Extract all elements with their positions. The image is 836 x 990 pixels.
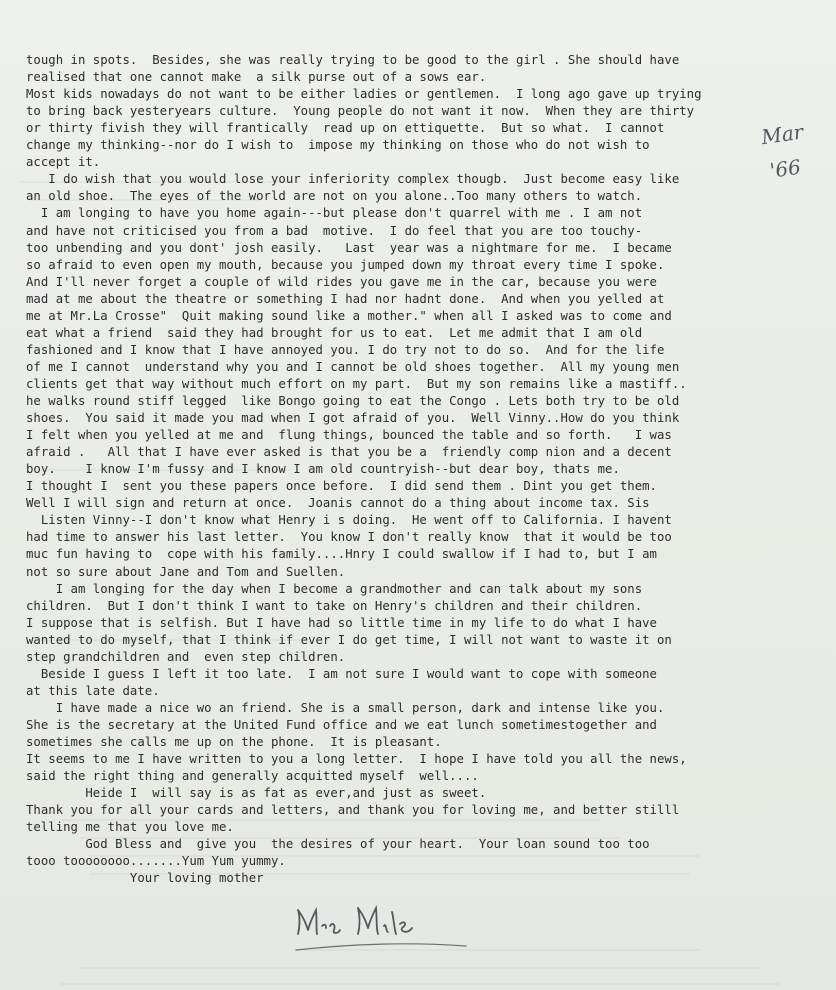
letter-line: Most kids nowadays do not want to be either ladies or gentlemen. I long ago gave up trying bbox=[26, 87, 702, 102]
letter-line: Heide I will say is as fat as ever,and just as sweet. bbox=[26, 786, 487, 801]
letter-line: children. But I don't think I want to take on Henry's children and their children. bbox=[26, 598, 643, 613]
letter-line: Beside I guess I left it too late. I am not sure I would want to cope with someone bbox=[26, 666, 657, 681]
letter-line: wanted to do myself, that I think if ever I do get time, I will not want to waste it on bbox=[26, 632, 672, 647]
letter-line: mad at me about the theatre or something I had nor hadnt done. And when you yelled at bbox=[26, 291, 665, 306]
letter-line: of me I cannot understand why you and I cannot be old shoes together. All my young men bbox=[26, 359, 680, 374]
letter-line: And I'll never forget a couple of wild rides you gave me in the car, because you were bbox=[26, 274, 657, 289]
letter-line: boy. I know I'm fussy and I know I am old countryish--but dear boy, thats me. bbox=[26, 462, 620, 477]
letter-line: God Bless and give you the desires of your heart. Your loan sound too too bbox=[26, 837, 650, 852]
letter-line: said the right thing and generally acquitted myself well.... bbox=[26, 769, 479, 784]
letter-line: clients get that way without much effort on my part. But my son remains like a mastiff.. bbox=[26, 376, 687, 391]
letter-line: muc fun having to cope with his family....Hnry I could swallow if I had to, but I am bbox=[26, 547, 657, 562]
letter-line: I am longing for the day when I become a grandmother and can talk about my sons bbox=[26, 581, 643, 596]
letter-line: I thought I sent you these papers once before. I did send them . Dint you get them. bbox=[26, 479, 657, 494]
letter-line: sometimes she calls me up on the phone. It is pleasant. bbox=[26, 735, 442, 749]
letter-line: at this late date. bbox=[26, 683, 160, 698]
letter-line: Your loving mother bbox=[26, 871, 264, 886]
margin-note-year: '66 bbox=[768, 154, 803, 183]
letter-line: change my thinking--nor do I wish to impose my thinking on those who do not wish to bbox=[26, 138, 650, 153]
letter-line: shoes. You said it made you mad when I got afraid of you. Well Vinny..How do you think bbox=[26, 411, 680, 426]
letter-line: Listen Vinny--I don't know what Henry i s doing. He went off to California. I havent bbox=[26, 513, 672, 528]
letter-line: had time to answer his last letter. You know I don't really know that it would be too bbox=[26, 530, 672, 545]
letter-line: too unbending and you dont' josh easily. Last year was a nightmare for me. I became bbox=[26, 240, 672, 255]
letter-line: or thirty fivish they will frantically read up on ettiquette. But so what. I cannot bbox=[26, 121, 665, 136]
letter-line: step grandchildren and even step children. bbox=[26, 649, 346, 664]
letter-line: not so sure about Jane and Tom and Suellen. bbox=[26, 564, 346, 579]
letter-line: afraid . All that I have ever asked is that you be a friendly comp nion and a decent bbox=[26, 445, 672, 460]
letter-line: She is the secretary at the United Fund office and we eat lunch sometimestogether and bbox=[26, 717, 657, 732]
letter-line: and have not criticised you from a bad motive. I do feel that you are too touchy- bbox=[26, 223, 643, 238]
letter-line: Well I will sign and return at once. Joanis cannot do a thing about income tax. Sis bbox=[26, 496, 650, 511]
handwritten-date-note bbox=[758, 120, 818, 190]
margin-note-month: Mar bbox=[759, 120, 805, 150]
letter-line: I do wish that you would lose your inferiority complex thougb. Just become easy like bbox=[26, 172, 680, 187]
handwritten-signature bbox=[290, 898, 470, 958]
letter-line: I am longing to have you home again---but please don't quarrel with me . I am not bbox=[26, 206, 643, 221]
letter-line: fashioned and I know that I have annoyed you. I do try not to do so. And for the life bbox=[26, 342, 665, 357]
letter-line: to bring back yesteryears culture. Young people do not want it now. When they are thirty bbox=[26, 104, 695, 119]
letter-line: I have made a nice wo an friend. She is a small person, dark and intense like you. bbox=[26, 700, 665, 715]
letter-line: It seems to me I have written to you a long letter. I hope I have told you all the news, bbox=[26, 752, 687, 767]
letter-line: tooo toooooooo.......Yum Yum yummy. bbox=[26, 854, 286, 869]
letter-line: tough in spots. Besides, she was really trying to be good to the girl . She should have bbox=[26, 53, 680, 67]
letter-line: accept it. bbox=[26, 155, 101, 170]
letter-line: he walks round stiff legged like Bongo going to eat the Congo . Lets both try to be old bbox=[26, 394, 680, 408]
letter-line: me at Mr.La Crosse" Quit making sound like a mother." when all I asked was to come and bbox=[26, 308, 672, 323]
letter-line: Thank you for all your cards and letters, and thank you for loving me, and better stilll bbox=[26, 803, 680, 818]
letter-line: I felt when you yelled at me and flung things, bounced the table and so forth. I was bbox=[26, 428, 672, 443]
letter-line: so afraid to even open my mouth, because you jumped down my throat every time I spoke. bbox=[26, 257, 665, 272]
letter-line: an old shoe. The eyes of the world are not on you alone..Too many others to watch. bbox=[26, 189, 643, 204]
letter-line: eat what a friend said they had brought for us to eat. Let me admit that I am old bbox=[26, 325, 643, 340]
letter-line: realised that one cannot make a silk purse out of a sows ear. bbox=[26, 70, 487, 85]
letter-line: I suppose that is selfish. But I have had so little time in my life to do what I have bbox=[26, 615, 657, 630]
letter-line: telling me that you love me. bbox=[26, 820, 234, 835]
